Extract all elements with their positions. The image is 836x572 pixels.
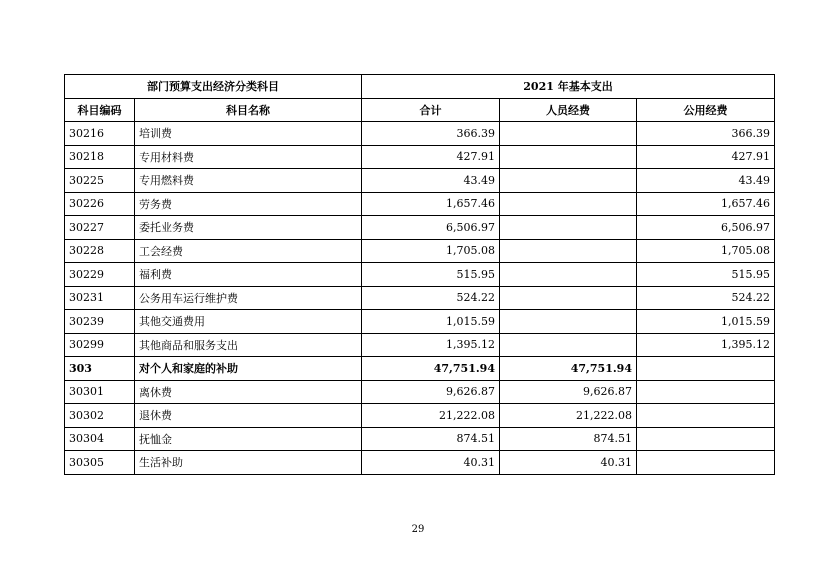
cell-name: 对个人和家庭的补助 bbox=[135, 357, 362, 381]
cell-personnel bbox=[500, 169, 637, 193]
cell-personnel: 874.51 bbox=[500, 427, 637, 451]
cell-personnel: 9,626.87 bbox=[500, 380, 637, 404]
cell-personnel bbox=[500, 310, 637, 334]
cell-total: 1,015.59 bbox=[362, 310, 500, 334]
table-row bbox=[65, 404, 775, 428]
header-total: 合计 bbox=[362, 98, 500, 122]
header-code: 科目编码 bbox=[65, 98, 135, 122]
cell-public: 1,705.08 bbox=[637, 239, 775, 263]
cell-total: 874.51 bbox=[362, 427, 500, 451]
table-row bbox=[65, 122, 775, 146]
cell-code: 30239 bbox=[65, 310, 135, 334]
table-row bbox=[65, 333, 775, 357]
cell-personnel bbox=[500, 286, 637, 310]
table-row bbox=[65, 169, 775, 193]
cell-code: 30228 bbox=[65, 239, 135, 263]
cell-total: 366.39 bbox=[362, 122, 500, 146]
table-row bbox=[65, 286, 775, 310]
cell-total: 1,657.46 bbox=[362, 192, 500, 216]
cell-name: 劳务费 bbox=[135, 192, 362, 216]
cell-code: 30229 bbox=[65, 263, 135, 287]
cell-total: 9,626.87 bbox=[362, 380, 500, 404]
cell-public bbox=[637, 357, 775, 381]
cell-code: 30231 bbox=[65, 286, 135, 310]
table-body bbox=[65, 122, 775, 475]
cell-code: 30216 bbox=[65, 122, 135, 146]
table-row bbox=[65, 357, 775, 381]
cell-total: 47,751.94 bbox=[362, 357, 500, 381]
cell-total: 1,705.08 bbox=[362, 239, 500, 263]
header-public: 公用经费 bbox=[637, 98, 775, 122]
cell-public: 515.95 bbox=[637, 263, 775, 287]
cell-personnel bbox=[500, 145, 637, 169]
cell-total: 524.22 bbox=[362, 286, 500, 310]
header-personnel: 人员经费 bbox=[500, 98, 637, 122]
cell-total: 427.91 bbox=[362, 145, 500, 169]
cell-name: 专用材料费 bbox=[135, 145, 362, 169]
cell-code: 30227 bbox=[65, 216, 135, 240]
page-number: 29 bbox=[411, 524, 425, 535]
cell-personnel bbox=[500, 333, 637, 357]
cell-personnel: 47,751.94 bbox=[500, 357, 637, 381]
cell-code: 303 bbox=[65, 357, 135, 381]
cell-personnel: 21,222.08 bbox=[500, 404, 637, 428]
table-row bbox=[65, 239, 775, 263]
cell-name: 培训费 bbox=[135, 122, 362, 146]
header-row-columns bbox=[65, 98, 775, 122]
cell-personnel bbox=[500, 122, 637, 146]
cell-public: 6,506.97 bbox=[637, 216, 775, 240]
table-row bbox=[65, 263, 775, 287]
cell-total: 43.49 bbox=[362, 169, 500, 193]
cell-total: 1,395.12 bbox=[362, 333, 500, 357]
cell-name: 离休费 bbox=[135, 380, 362, 404]
header-row-group bbox=[65, 75, 775, 99]
cell-public: 43.49 bbox=[637, 169, 775, 193]
cell-code: 30305 bbox=[65, 451, 135, 475]
cell-public: 524.22 bbox=[637, 286, 775, 310]
table-row bbox=[65, 380, 775, 404]
cell-personnel bbox=[500, 263, 637, 287]
cell-name: 其他商品和服务支出 bbox=[135, 333, 362, 357]
cell-name: 抚恤金 bbox=[135, 427, 362, 451]
cell-total: 21,222.08 bbox=[362, 404, 500, 428]
cell-personnel bbox=[500, 216, 637, 240]
cell-total: 40.31 bbox=[362, 451, 500, 475]
cell-public bbox=[637, 380, 775, 404]
table-row bbox=[65, 192, 775, 216]
cell-code: 30218 bbox=[65, 145, 135, 169]
cell-name: 专用燃料费 bbox=[135, 169, 362, 193]
cell-personnel bbox=[500, 239, 637, 263]
cell-public: 366.39 bbox=[637, 122, 775, 146]
cell-total: 515.95 bbox=[362, 263, 500, 287]
cell-public: 1,015.59 bbox=[637, 310, 775, 334]
cell-code: 30304 bbox=[65, 427, 135, 451]
cell-public bbox=[637, 404, 775, 428]
table-row bbox=[65, 216, 775, 240]
cell-code: 30225 bbox=[65, 169, 135, 193]
cell-name: 工会经费 bbox=[135, 239, 362, 263]
cell-personnel: 40.31 bbox=[500, 451, 637, 475]
cell-public: 427.91 bbox=[637, 145, 775, 169]
cell-code: 30301 bbox=[65, 380, 135, 404]
cell-public bbox=[637, 451, 775, 475]
cell-personnel bbox=[500, 192, 637, 216]
cell-public: 1,657.46 bbox=[637, 192, 775, 216]
table-row bbox=[65, 427, 775, 451]
header-name: 科目名称 bbox=[135, 98, 362, 122]
cell-name: 生活补助 bbox=[135, 451, 362, 475]
cell-code: 30226 bbox=[65, 192, 135, 216]
cell-name: 其他交通费用 bbox=[135, 310, 362, 334]
cell-name: 公务用车运行维护费 bbox=[135, 286, 362, 310]
cell-code: 30299 bbox=[65, 333, 135, 357]
cell-total: 6,506.97 bbox=[362, 216, 500, 240]
table-row bbox=[65, 145, 775, 169]
cell-name: 退休费 bbox=[135, 404, 362, 428]
cell-public bbox=[637, 427, 775, 451]
cell-public: 1,395.12 bbox=[637, 333, 775, 357]
header-economic-category: 部门预算支出经济分类科目 bbox=[65, 75, 362, 99]
cell-code: 30302 bbox=[65, 404, 135, 428]
cell-name: 委托业务费 bbox=[135, 216, 362, 240]
budget-table bbox=[64, 74, 775, 475]
cell-name: 福利费 bbox=[135, 263, 362, 287]
table-row bbox=[65, 451, 775, 475]
header-basic-expenditure: 2021 年基本支出 bbox=[362, 75, 775, 99]
table-row bbox=[65, 310, 775, 334]
